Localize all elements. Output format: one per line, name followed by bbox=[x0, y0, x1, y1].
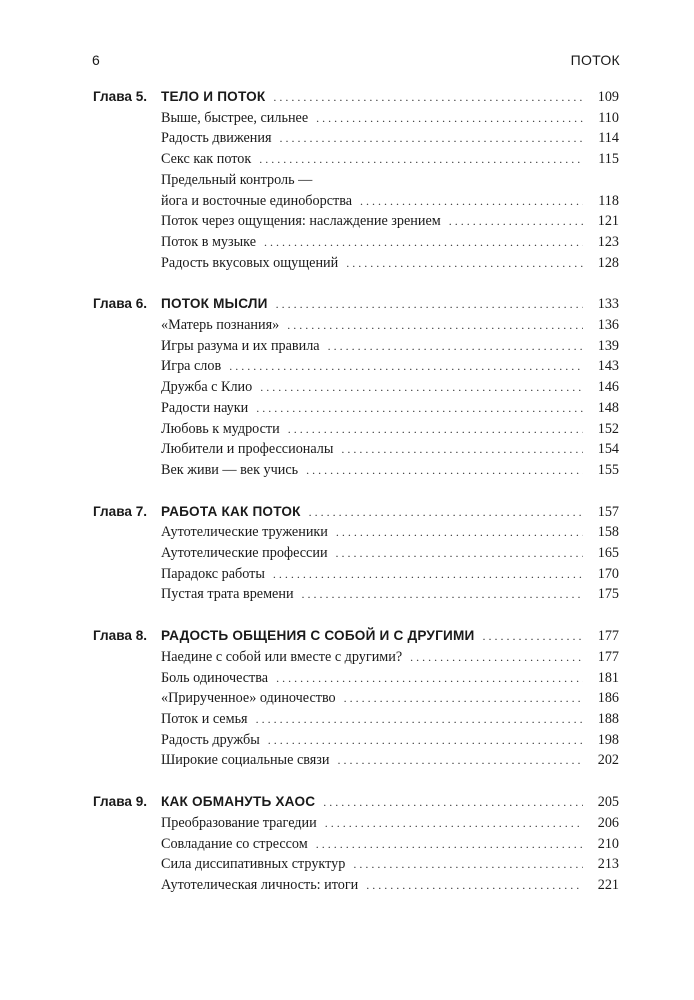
section-title: «Матерь познания» bbox=[161, 317, 280, 334]
dot-leader bbox=[264, 232, 583, 253]
section-title: Поток в музыке bbox=[161, 233, 256, 250]
section-row[interactable] bbox=[93, 439, 619, 460]
section-page-number: 177 bbox=[597, 648, 619, 665]
running-title: ПОТОК bbox=[570, 52, 620, 68]
section-title: Выше, быстрее, сильнее bbox=[161, 109, 309, 126]
section-page-number: 146 bbox=[597, 379, 619, 396]
dot-leader bbox=[360, 191, 583, 212]
section-row[interactable] bbox=[93, 584, 619, 605]
section-title: Радости науки bbox=[161, 399, 249, 416]
dot-leader bbox=[273, 87, 583, 108]
section-row[interactable] bbox=[93, 709, 619, 730]
section-row[interactable] bbox=[93, 875, 619, 896]
section-title: Широкие социальные связи bbox=[161, 752, 330, 769]
section-page-number: 202 bbox=[597, 752, 619, 769]
dot-leader bbox=[346, 253, 583, 274]
section-page-number: 121 bbox=[597, 213, 619, 230]
section-title: Сила диссипативных структур bbox=[161, 856, 346, 873]
section-page-number: 114 bbox=[598, 130, 619, 147]
section-title: Поток через ощущения: наслаждение зрением bbox=[161, 213, 441, 230]
chapter-heading-row[interactable] bbox=[93, 294, 619, 315]
section-title: Преобразование трагедии bbox=[161, 814, 317, 831]
section-title: Радость дружбы bbox=[161, 731, 260, 748]
section-title: Радость вкусовых ощущений bbox=[161, 254, 339, 271]
dot-leader bbox=[325, 813, 583, 834]
section-page-number: 186 bbox=[597, 690, 619, 707]
dot-leader bbox=[316, 108, 583, 129]
section-page-number: 128 bbox=[597, 254, 619, 271]
dot-leader bbox=[260, 377, 583, 398]
section-page-number: 148 bbox=[597, 399, 619, 416]
section-row[interactable] bbox=[93, 253, 619, 274]
section-row[interactable] bbox=[93, 647, 619, 668]
section-page-number: 154 bbox=[597, 441, 619, 458]
chapter-label: Глава 7. bbox=[93, 503, 148, 519]
section-title-line1: Предельный контроль — bbox=[161, 171, 313, 188]
section-page-number: 170 bbox=[597, 565, 619, 582]
chapter-block bbox=[93, 792, 619, 896]
section-row[interactable] bbox=[93, 522, 619, 543]
section-page-number: 213 bbox=[597, 856, 619, 873]
dot-leader bbox=[341, 439, 583, 460]
section-row[interactable] bbox=[93, 108, 619, 129]
section-row[interactable] bbox=[93, 460, 619, 481]
chapter-block bbox=[93, 87, 619, 273]
dot-leader bbox=[353, 854, 583, 875]
dot-leader bbox=[302, 584, 583, 605]
section-page-number: 143 bbox=[597, 358, 619, 375]
dot-leader bbox=[366, 875, 583, 896]
chapter-page-number: 109 bbox=[597, 89, 619, 105]
section-title: Радость движения bbox=[161, 130, 272, 147]
dot-leader bbox=[229, 356, 583, 377]
section-row[interactable] bbox=[93, 730, 619, 751]
chapter-heading-row[interactable] bbox=[93, 502, 619, 523]
section-page-number: 206 bbox=[597, 814, 619, 831]
section-page-number: 110 bbox=[598, 109, 619, 126]
chapter-page-number: 157 bbox=[597, 503, 619, 520]
chapter-block bbox=[93, 294, 619, 480]
section-row[interactable] bbox=[93, 336, 619, 357]
section-row-first-line[interactable] bbox=[93, 170, 619, 191]
section-row[interactable] bbox=[93, 191, 619, 212]
section-row[interactable] bbox=[93, 750, 619, 771]
dot-leader bbox=[268, 730, 583, 751]
section-title: Совладание со стрессом bbox=[161, 835, 308, 852]
section-page-number: 210 bbox=[597, 835, 619, 852]
chapter-title: ТЕЛО И ПОТОК bbox=[161, 89, 266, 104]
section-title: Боль одиночества bbox=[161, 669, 269, 686]
dot-leader bbox=[273, 564, 583, 585]
dot-leader bbox=[287, 315, 583, 336]
section-title: Любители и профессионалы bbox=[161, 441, 334, 458]
section-title: Дружба с Клио bbox=[161, 379, 253, 396]
chapter-heading-row[interactable] bbox=[93, 792, 619, 813]
chapter-page-number: 133 bbox=[597, 296, 619, 313]
section-title: Парадокс работы bbox=[161, 565, 265, 582]
dot-leader bbox=[309, 502, 583, 523]
section-row[interactable] bbox=[93, 377, 619, 398]
section-row[interactable] bbox=[93, 813, 619, 834]
section-page-number: 188 bbox=[597, 710, 619, 727]
chapter-block bbox=[93, 502, 619, 606]
section-row[interactable] bbox=[93, 356, 619, 377]
chapter-heading-row[interactable] bbox=[93, 87, 619, 108]
section-title: Поток и семья bbox=[161, 710, 248, 727]
dot-leader bbox=[276, 668, 583, 689]
section-page-number: 139 bbox=[597, 337, 619, 354]
dot-leader bbox=[410, 647, 583, 668]
section-row[interactable] bbox=[93, 211, 619, 232]
section-page-number: 136 bbox=[597, 317, 619, 334]
dot-leader bbox=[256, 709, 583, 730]
dot-leader bbox=[280, 128, 583, 149]
dot-leader bbox=[449, 211, 583, 232]
dot-leader bbox=[276, 294, 583, 315]
page-number: 6 bbox=[92, 52, 100, 68]
dot-leader bbox=[336, 543, 583, 564]
section-title: Игра слов bbox=[161, 358, 222, 375]
chapter-page-number: 205 bbox=[597, 794, 619, 811]
section-title: Пустая трата времени bbox=[161, 586, 294, 603]
dot-leader bbox=[259, 149, 583, 170]
chapter-label: Глава 6. bbox=[93, 296, 148, 312]
section-row[interactable] bbox=[93, 419, 619, 440]
section-title: Игры разума и их правила bbox=[161, 337, 320, 354]
section-row[interactable] bbox=[93, 232, 619, 253]
section-row[interactable] bbox=[93, 128, 619, 149]
section-page-number: 221 bbox=[597, 876, 619, 893]
chapter-label: Глава 8. bbox=[93, 628, 148, 644]
section-row[interactable] bbox=[93, 315, 619, 336]
section-row[interactable] bbox=[93, 149, 619, 170]
section-title: Секс как поток bbox=[161, 151, 252, 168]
dot-leader bbox=[482, 626, 583, 647]
chapter-page-number: 177 bbox=[597, 628, 619, 645]
section-title: Аутотелические труженики bbox=[161, 524, 328, 541]
chapter-heading-row[interactable] bbox=[93, 626, 619, 647]
dot-leader bbox=[256, 398, 583, 419]
dot-leader bbox=[288, 419, 583, 440]
dot-leader bbox=[316, 834, 583, 855]
section-page-number: 152 bbox=[597, 420, 619, 437]
section-page-number: 198 bbox=[597, 731, 619, 748]
dot-leader bbox=[336, 522, 583, 543]
section-page-number: 165 bbox=[597, 545, 619, 562]
section-row[interactable] bbox=[93, 668, 619, 689]
chapter-title: РАБОТА КАК ПОТОК bbox=[161, 503, 301, 519]
dot-leader bbox=[337, 750, 583, 771]
chapter-title: КАК ОБМАНУТЬ ХАОС bbox=[161, 794, 316, 810]
section-title: йога и восточные единоборства bbox=[161, 192, 352, 209]
chapter-title: ПОТОК МЫСЛИ bbox=[161, 296, 268, 312]
section-title: Аутотелические профессии bbox=[161, 545, 328, 562]
section-title: Аутотелическая личность: итоги bbox=[161, 876, 359, 893]
dot-leader bbox=[328, 336, 583, 357]
chapter-block bbox=[93, 626, 619, 771]
section-row[interactable] bbox=[93, 398, 619, 419]
chapter-label: Глава 9. bbox=[93, 794, 148, 810]
section-title: Наедине с собой или вместе с другими? bbox=[161, 648, 403, 665]
section-row[interactable] bbox=[93, 854, 619, 875]
section-row[interactable] bbox=[93, 834, 619, 855]
section-page-number: 175 bbox=[597, 586, 619, 603]
section-page-number: 155 bbox=[597, 461, 619, 478]
section-page-number: 118 bbox=[598, 192, 619, 209]
chapter-title: РАДОСТЬ ОБЩЕНИЯ С СОБОЙ И С ДРУГИМИ bbox=[161, 628, 475, 644]
section-page-number: 123 bbox=[597, 233, 619, 250]
section-title: Век живи — век учись bbox=[161, 461, 299, 478]
section-title: «Прирученное» одиночество bbox=[161, 690, 336, 707]
section-title: Любовь к мудрости bbox=[161, 420, 280, 437]
dot-leader bbox=[306, 460, 583, 481]
chapter-label: Глава 5. bbox=[93, 89, 148, 104]
dot-leader bbox=[344, 688, 583, 709]
section-page-number: 181 bbox=[597, 669, 619, 686]
section-row[interactable] bbox=[93, 688, 619, 709]
table-of-contents bbox=[93, 87, 619, 917]
section-row[interactable] bbox=[93, 564, 619, 585]
section-page-number: 158 bbox=[597, 524, 619, 541]
section-row[interactable] bbox=[93, 543, 619, 564]
dot-leader bbox=[323, 792, 583, 813]
page-header bbox=[92, 52, 620, 72]
section-page-number: 115 bbox=[598, 151, 619, 168]
